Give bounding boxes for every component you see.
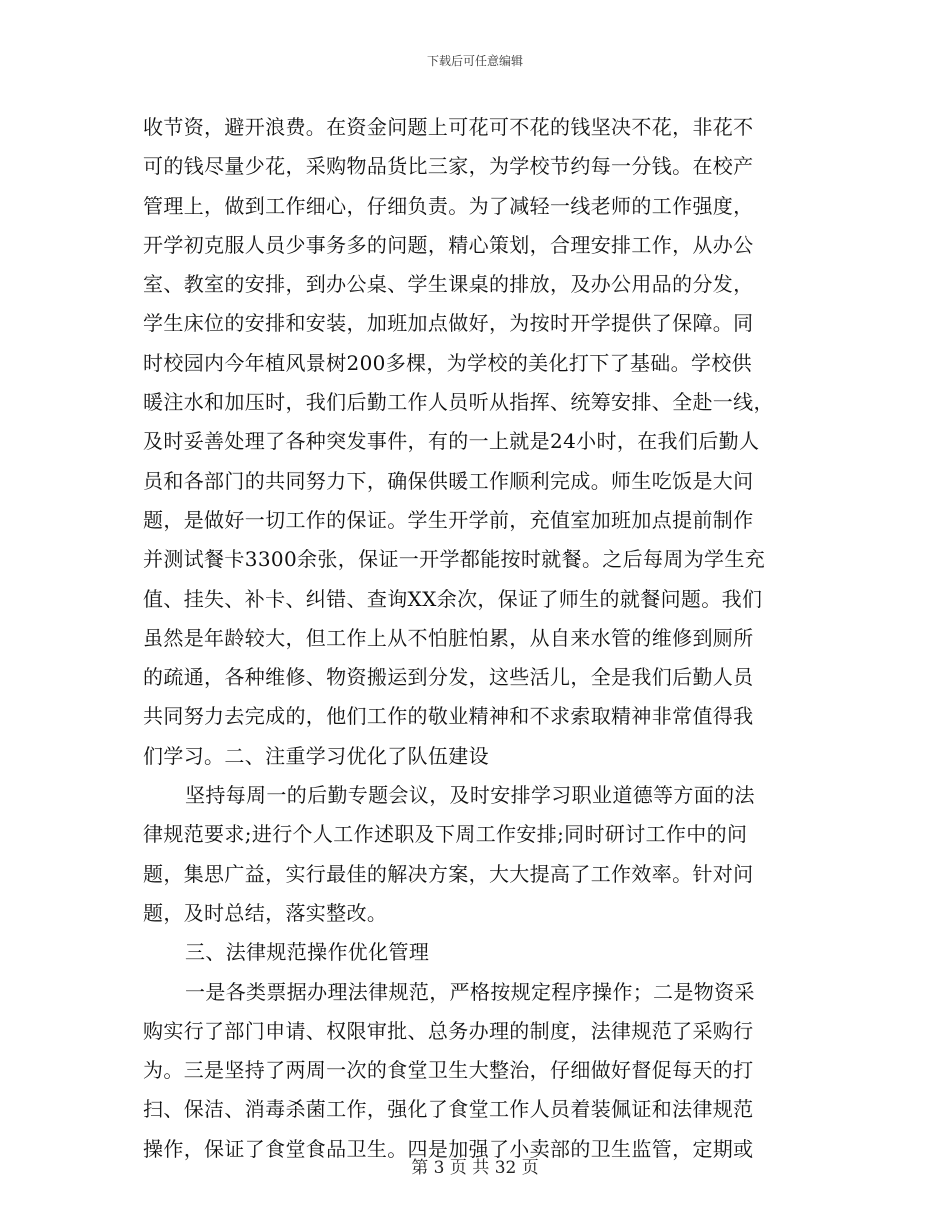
text-line: 的疏通，各种维修、物资搬运到分发，这些活儿，全是我们后勤人员 [143,665,754,690]
text-line: 室、教室的安排，到办公桌、学生课桌的排放，及办公用品的分发， [143,272,754,297]
text-line: 题，及时总结，落实整改。 [143,900,388,925]
text-line: 律规范要求;进行个人工作述职及下周工作安排;同时研讨工作中的问 [143,822,748,847]
text-line: 操作，保证了食堂食品卫生。四是加强了小卖部的卫生监管，定期或 [143,1136,754,1161]
text-line: 坚持每周一的后勤专题会议，及时安排学习职业道德等方面的法 [185,783,755,808]
text-line: 员和各部门的共同努力下，确保供暖工作顺利完成。师生吃饭是大问 [143,468,754,493]
text-line: 收节资，避开浪费。在资金问题上可花可不花的钱坚决不花，非花不 [143,115,754,139]
text-line: 管理上，做到工作细心，仔细负责。为了减轻一线老师的工作强度， [143,193,754,218]
text-line: 虽然是年龄较大，但工作上从不怕脏怕累，从自来水管的维修到厕所 [143,625,754,650]
page-header-note: 下载后可任意编辑 [426,54,523,68]
document-body [143,108,808,1169]
text-line: 们学习。二、注重学习优化了队伍建设 [143,743,489,768]
text-line: 扫、保洁、消毒杀菌工作，强化了食堂工作人员着装佩证和法律规范 [143,1097,754,1122]
text-line: 值、挂失、补卡、纠错、查询XX余次，保证了师生的就餐问题。我们 [143,586,763,611]
text-line: 及时妥善处理了各种突发事件，有的一上就是24小时，在我们后勤人 [143,429,760,454]
text-line: 并测试餐卡3300余张，保证一开学都能按时就餐。之后每周为学生充 [143,547,766,572]
text-line: 可的钱尽量少花，采购物品货比三家，为学校节约每一分钱。在校产 [143,154,754,179]
page-number-footer: 第 3 页 共 32 页 [411,1158,539,1178]
text-line: 三、法律规范操作优化管理 [185,940,430,965]
text-line: 共同努力去完成的，他们工作的敬业精神和不求索取精神非常值得我 [143,704,754,729]
text-line: 购实行了部门申请、权限审批、总务办理的制度，法律规范了采购行 [143,1018,754,1043]
text-line: 暖注水和加压时，我们后勤工作人员听从指挥、统筹安排、全赴一线， [143,390,774,415]
text-line: 题，集思广益，实行最佳的解决方案，大大提高了工作效率。针对问 [143,861,754,886]
text-line: 时校园内今年植风景树200多棵，为学校的美化打下了基础。学校供 [143,350,753,375]
text-line: 题，是做好一切工作的保证。学生开学前，充值室加班加点提前制作 [143,507,754,532]
text-line: 为。三是坚持了两周一次的食堂卫生大整治，仔细做好督促每天的打 [143,1058,754,1083]
text-line: 学生床位的安排和安装，加班加点做好，为按时开学提供了保障。同 [143,311,754,336]
text-line: 开学初克服人员少事务多的问题，精心策划，合理安排工作，从办公 [143,232,754,257]
text-line: 一是各类票据办理法律规范，严格按规定程序操作；二是物资采 [185,979,755,1004]
